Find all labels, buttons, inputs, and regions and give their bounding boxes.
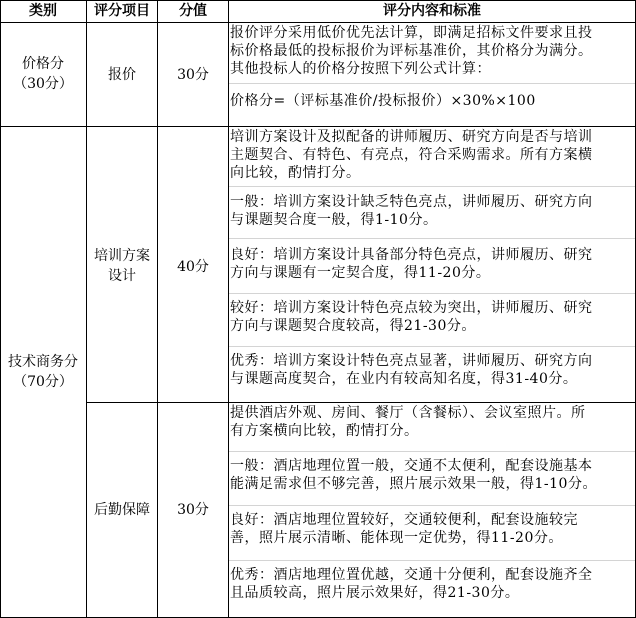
table-border (0, 22, 636, 23)
item-training-design: 培训方案 (94, 248, 150, 264)
content-separator (229, 451, 635, 452)
category-price-points: （30分） (13, 76, 73, 92)
header-category: 类别 (29, 3, 57, 19)
content-line: 且品质较高，照片展示效果好，得21-30分。 (230, 585, 520, 601)
content-line: 报价评分采用低价优先法计算，即满足招标文件要求且投 (230, 25, 593, 41)
content-line: 能满足需求但不够完善，照片展示效果一般，得1-10分。 (230, 476, 597, 492)
content-line: 一般：酒店地理位置一般，交通不太便利，配套设施基本 (230, 458, 593, 474)
content-line: 培训方案设计及拟配备的讲师履历、研究方向是否与培训 (230, 129, 593, 145)
content-line: 有方案横向比较，酌情打分。 (230, 423, 419, 439)
content-separator (229, 560, 635, 561)
score-training-design: 40分 (177, 259, 209, 275)
content-line: 较好：培训方案设计特色亮点较为突出，讲师履历、研究 (230, 300, 593, 316)
header-item: 评分项目 (94, 3, 150, 19)
content-line: 提供酒店外观、房间、餐厅（含餐标）、会议室照片。所 (230, 405, 586, 421)
content-line: 优秀：酒店地理位置优越，交通十分便利，配套设施齐全 (230, 567, 593, 583)
content-line: 良好：培训方案设计具备部分特色亮点，讲师履历、研究 (230, 247, 593, 263)
item-quote: 报价 (108, 67, 136, 83)
content-separator (229, 505, 635, 506)
category-technical-points: （70分） (13, 374, 73, 390)
table-border (0, 126, 636, 127)
content-line: 向比较，酌情打分。 (230, 165, 361, 181)
price-formula: 价格分=（评标基准价/投标报价）×30%×100 (230, 93, 536, 109)
content-line: 与课题高度契合，在业内有较高知名度，得31-40分。 (230, 371, 578, 387)
content-separator (229, 83, 635, 84)
table-border (157, 0, 158, 618)
content-line: 标价格最低的投标报价为评标基准价，其价格分为满分。 (230, 43, 593, 59)
item-logistics: 后勤保障 (94, 502, 150, 518)
content-line: 良好：酒店地理位置较好，交通较便利，配套设施较完 (230, 512, 578, 528)
content-line: 其他投标人的价格分按照下列公式计算： (230, 61, 491, 77)
category-technical: 技术商务分 (8, 354, 78, 370)
table-border (228, 0, 229, 618)
score-logistics: 30分 (177, 502, 209, 518)
table-border (86, 0, 87, 618)
content-separator (229, 293, 635, 294)
content-separator (229, 346, 635, 347)
header-content: 评分内容和标准 (383, 3, 481, 19)
score-quote: 30分 (177, 67, 209, 83)
content-line: 与课题契合度一般，得1-10分。 (230, 212, 438, 228)
content-separator (229, 186, 635, 187)
header-score: 分值 (179, 3, 207, 19)
content-line: 优秀：培训方案设计特色亮点显著，讲师履历、研究方向 (230, 353, 593, 369)
content-line: 一般：培训方案设计缺乏特色亮点，讲师履历、研究方向 (230, 194, 593, 210)
category-price: 价格分 (22, 56, 64, 72)
content-separator (229, 238, 635, 239)
content-line: 方向与课题有一定契合度，得11-20分。 (230, 265, 491, 281)
content-line: 主题契合、有特色、有亮点，符合采购需求。所有方案横 (230, 147, 593, 163)
content-line: 善，照片展示清晰、能体现一定优势，得11-20分。 (230, 530, 563, 546)
content-line: 方向与课题契合度较高，得21-30分。 (230, 318, 476, 334)
item-training-design-line2: 设计 (108, 268, 136, 284)
table-border (86, 402, 636, 403)
